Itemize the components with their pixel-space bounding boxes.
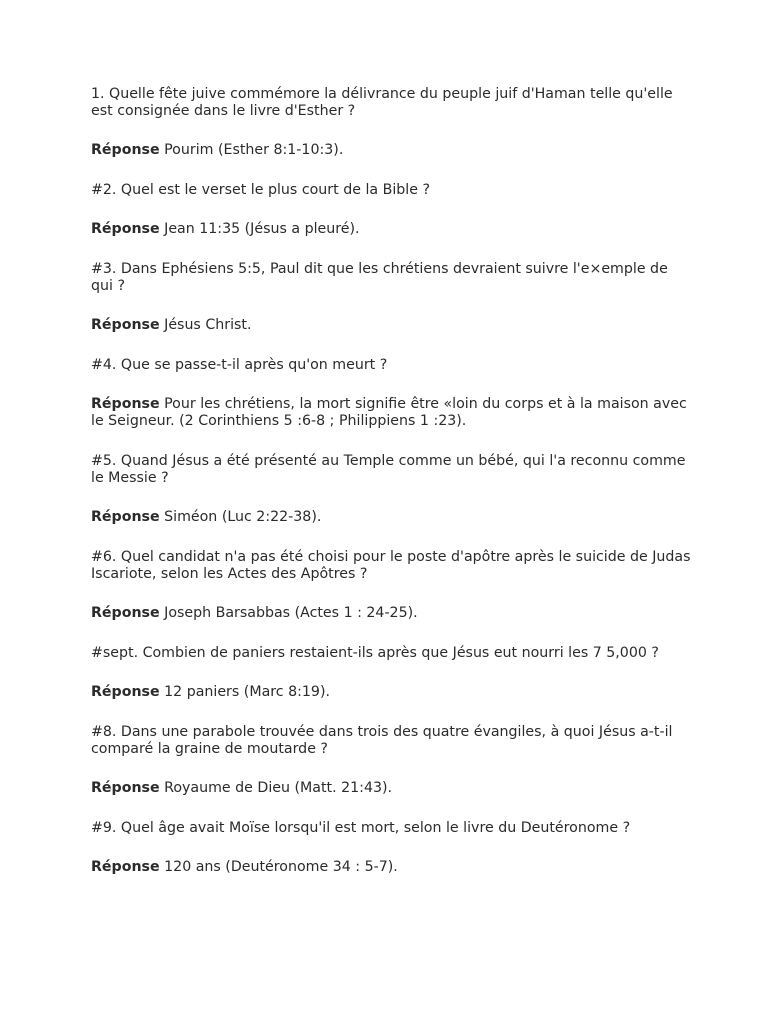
- answer-8: [91, 780, 691, 797]
- answer-label: Réponse: [91, 509, 160, 525]
- answer-text: Jésus Christ.: [159, 317, 252, 333]
- answer-7: [91, 684, 691, 701]
- answer-4: [91, 396, 691, 430]
- answer-text: Jean 11:35 (Jésus a pleuré).: [159, 221, 360, 237]
- question-6: #6. Quel candidat n'a pas été choisi pour le poste d'apôtre après le suicide de Judas Iscariote, selon les Actes des Apôtres ?: [91, 549, 691, 582]
- document-page: [91, 86, 691, 899]
- answer-6: [91, 605, 691, 622]
- answer-label: Réponse: [91, 684, 160, 700]
- answer-text: 12 paniers (Marc 8:19).: [159, 684, 330, 700]
- answer-label: Réponse: [91, 221, 160, 237]
- answer-text: 120 ans (Deutéronome 34 : 5-7).: [159, 859, 398, 875]
- answer-text: Pour les chrétiens, la mort signifie être «loin du corps et à la maison avec le Seigneur. (2 Corinthiens 5 :6-8 ; Philippiens 1 :23).: [91, 396, 687, 429]
- answer-5: [91, 509, 691, 526]
- answer-label: Réponse: [91, 396, 160, 412]
- answer-label: Réponse: [91, 605, 160, 621]
- question-3: #3. Dans Ephésiens 5:5, Paul dit que les chrétiens devraient suivre l'e×emple de qui ?: [91, 261, 668, 294]
- answer-2: [91, 221, 691, 238]
- answer-label: Réponse: [91, 780, 160, 796]
- question-1: 1. Quelle fête juive commémore la délivrance du peuple juif d'Haman telle qu'elle est consignée dans le livre d'Esther ?: [91, 86, 673, 119]
- question-5: #5. Quand Jésus a été présenté au Temple comme un bébé, qui l'a reconnu comme le Messie ?: [91, 453, 686, 486]
- answer-text: Royaume de Dieu (Matt. 21:43).: [159, 780, 393, 796]
- question-2: #2. Quel est le verset le plus court de la Bible ?: [91, 182, 430, 198]
- answer-text: Joseph Barsabbas (Actes 1 : 24-25).: [159, 605, 418, 621]
- answer-text: Pourim (Esther 8:1-10:3).: [159, 142, 344, 158]
- answer-label: Réponse: [91, 859, 160, 875]
- answer-1: [91, 142, 691, 159]
- question-8: #8. Dans une parabole trouvée dans trois des quatre évangiles, à quoi Jésus a-t-il comparé la graine de moutarde ?: [91, 724, 673, 757]
- answer-label: Réponse: [91, 142, 160, 158]
- answer-3: [91, 317, 691, 334]
- question-9: #9. Quel âge avait Moïse lorsqu'il est mort, selon le livre du Deutéronome ?: [91, 820, 631, 836]
- answer-text: Siméon (Luc 2:22-38).: [159, 509, 322, 525]
- question-4: #4. Que se passe-t-il après qu'on meurt ?: [91, 357, 388, 373]
- question-7: #sept. Combien de paniers restaient-ils après que Jésus eut nourri les 7 5,000 ?: [91, 645, 659, 661]
- answer-9: [91, 859, 691, 876]
- answer-label: Réponse: [91, 317, 160, 333]
